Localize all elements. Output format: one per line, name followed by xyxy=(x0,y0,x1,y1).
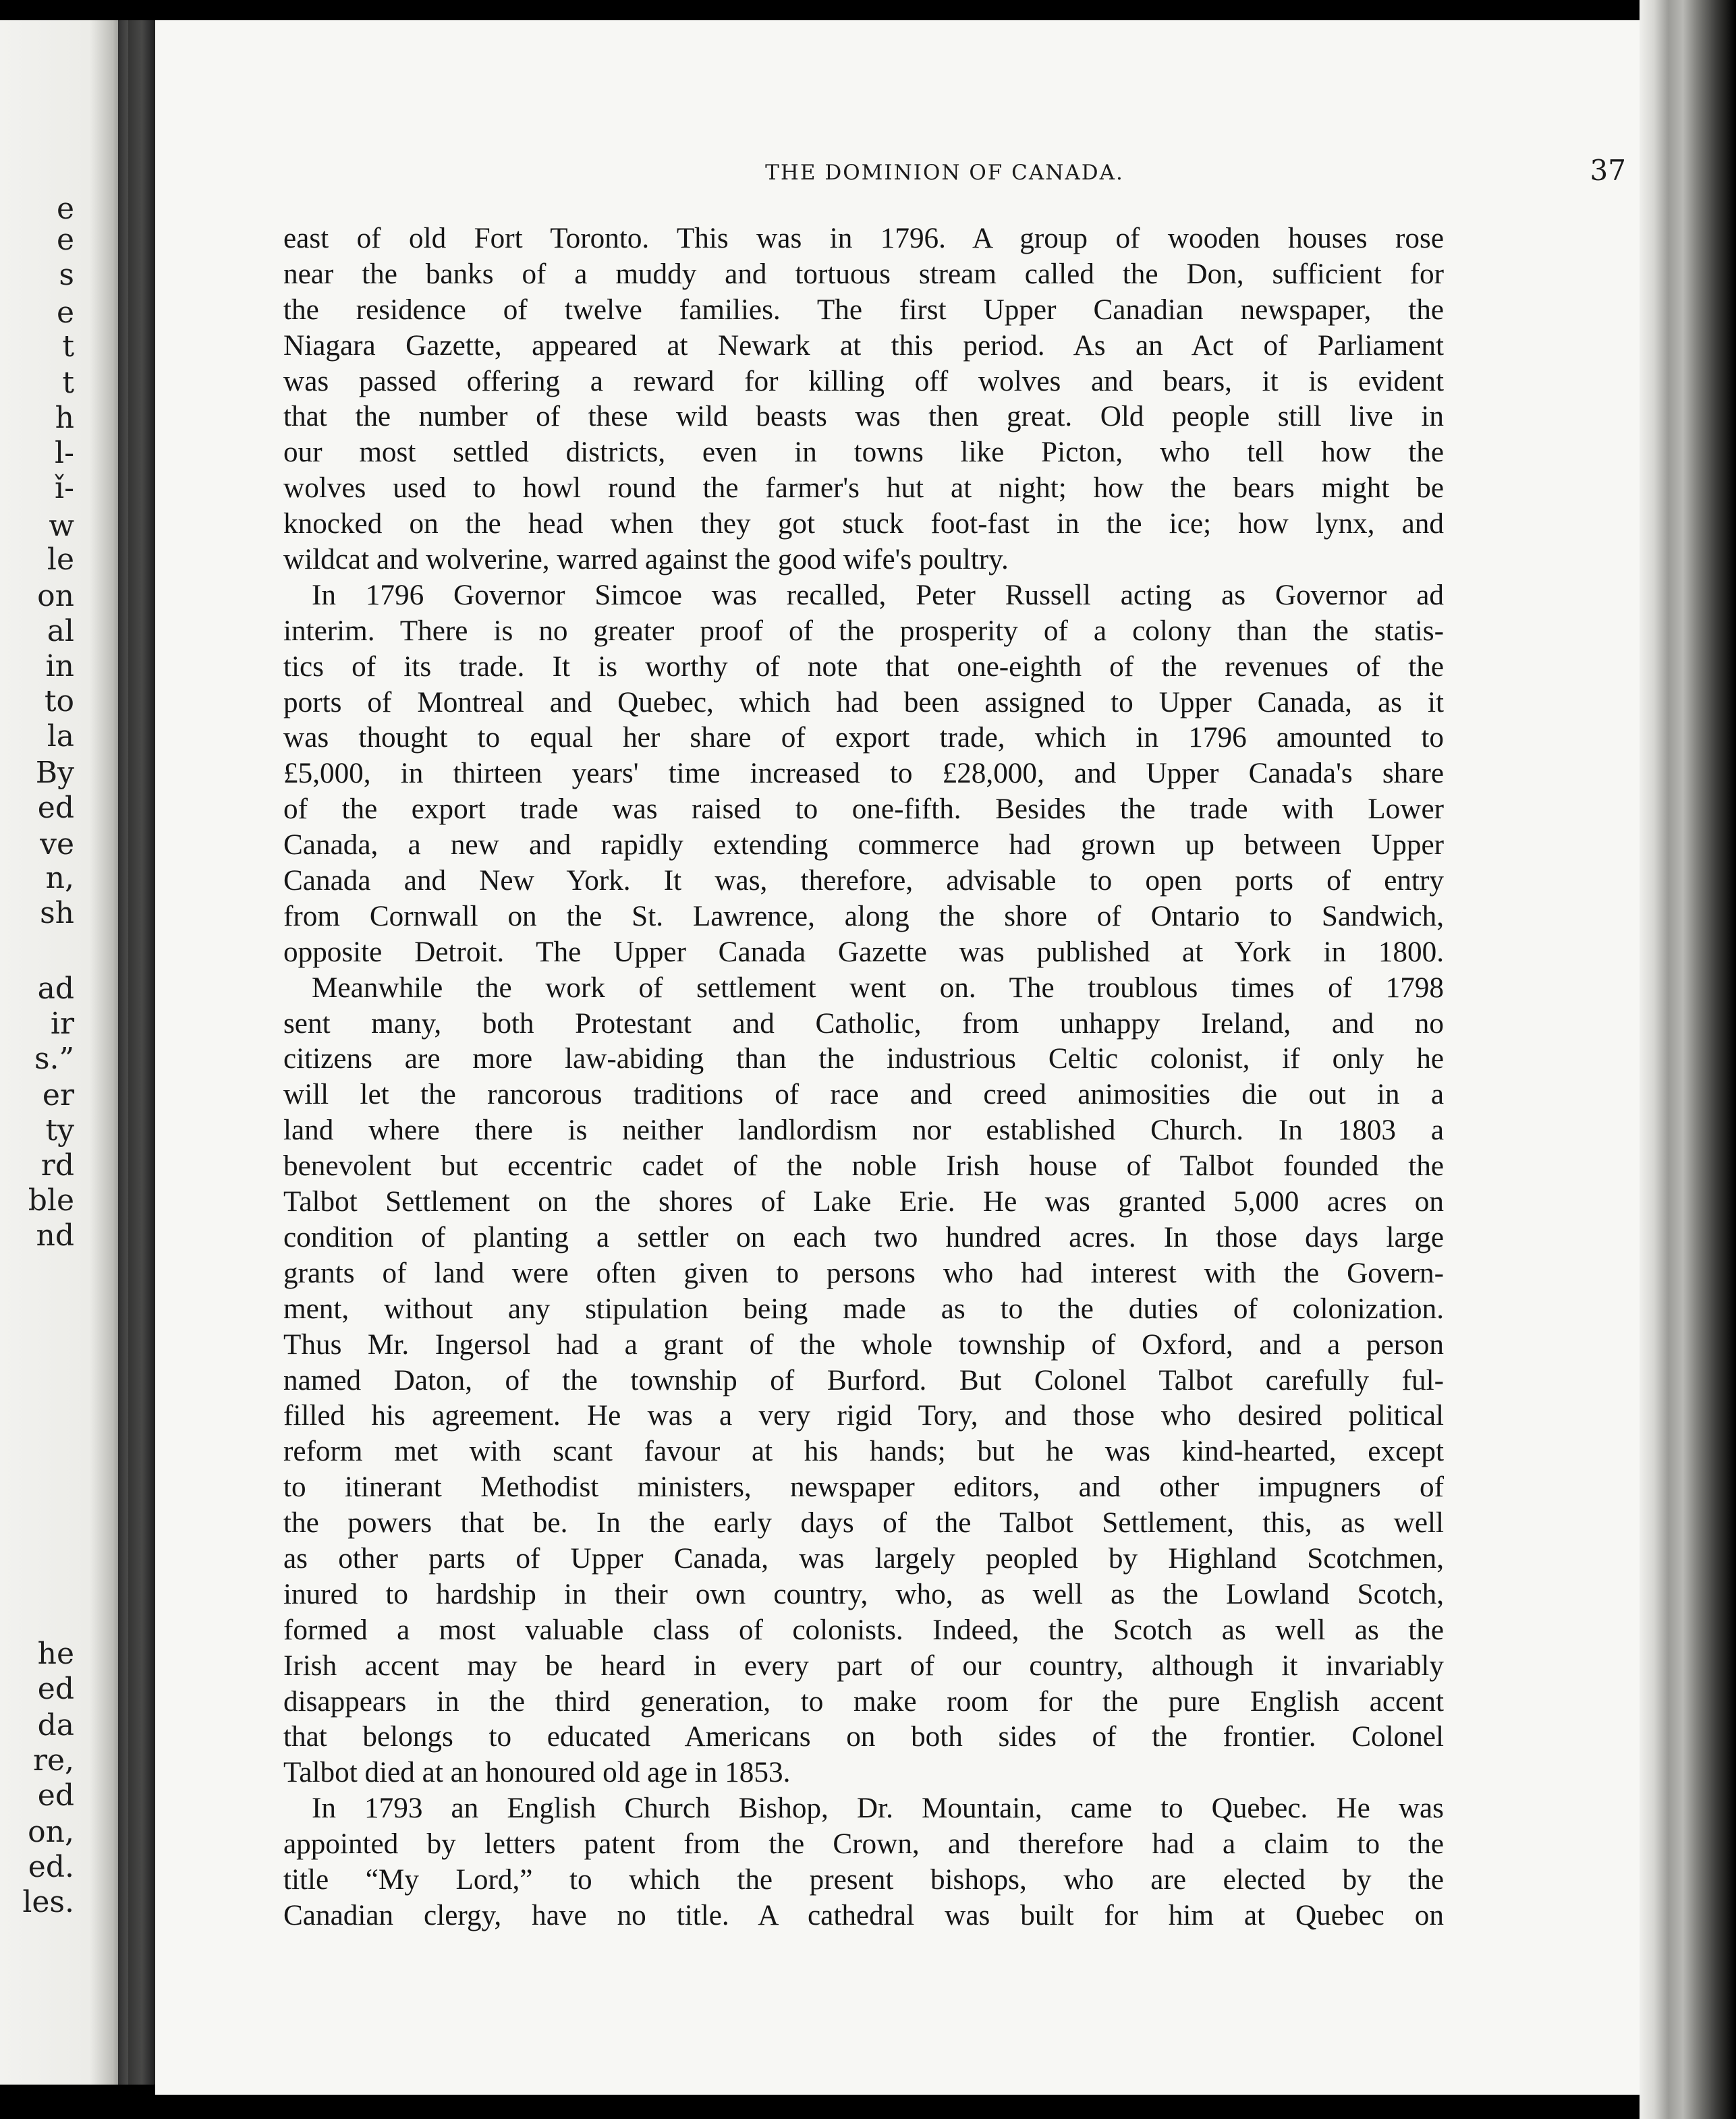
margin-fragment: la xyxy=(47,719,74,754)
margin-fragment: ad xyxy=(37,971,74,1006)
margin-fragment: ed. xyxy=(28,1850,74,1884)
margin-fragment: on xyxy=(37,579,74,613)
text-line: reform met with scant favour at his hands; but he was kind-hearted, except xyxy=(283,1436,1444,1468)
margin-fragment: t xyxy=(62,366,74,400)
body-text xyxy=(283,221,1444,1934)
text-line: will let the rancorous traditions of race and creed animosities die out in a xyxy=(283,1079,1444,1111)
text-line: that belongs to educated Americans on both sides of the frontier. Colonel xyxy=(283,1721,1444,1753)
text-line: as other parts of Upper Canada, was largely peopled by Highland Scotchmen, xyxy=(283,1542,1444,1575)
text-line: knocked on the head when they got stuck foot-fast in the ice; how lynx, and xyxy=(283,508,1444,540)
text-line: Canada and New York. It was, therefore, advisable to open ports of entry xyxy=(283,865,1444,897)
running-header xyxy=(283,140,1626,187)
text-line: of the export trade was raised to one-fifth. Besides the trade with Lower xyxy=(283,793,1444,826)
text-line: wolves used to howl round the farmer's hut at night; how the bears might be xyxy=(283,472,1444,505)
text-line: named Daton, of the township of Burford. But Colonel Talbot carefully ful- xyxy=(283,1364,1444,1396)
page xyxy=(155,20,1646,2095)
margin-fragment: s.” xyxy=(34,1042,74,1076)
text-line: In 1793 an English Church Bishop, Dr. Mountain, came to Quebec. He was xyxy=(312,1792,1444,1825)
margin-fragment: ble xyxy=(28,1183,74,1218)
margin-fragment: al xyxy=(47,614,74,648)
margin-fragment: er xyxy=(42,1078,74,1112)
text-line: condition of planting a settler on each two hundred acres. In those days large xyxy=(283,1221,1444,1253)
text-line: Canada, a new and rapidly extending commerce had grown up between Upper xyxy=(283,829,1444,861)
text-line: was thought to equal her share of export trade, which in 1796 amounted to xyxy=(283,722,1444,754)
text-line: inured to hardship in their own country, who, as well as the Lowland Scotch, xyxy=(283,1578,1444,1610)
text-line: disappears in the third generation, to make room for the pure English accent xyxy=(283,1685,1444,1718)
margin-fragment: nd xyxy=(36,1218,74,1253)
page-edge-shadow xyxy=(1640,0,1736,2119)
margin-fragment: ve xyxy=(40,827,74,861)
text-line: tics of its trade. It is worthy of note that one-eighth of the revenues of the xyxy=(283,650,1444,683)
previous-page-text-fragments xyxy=(0,20,74,2085)
text-line: was passed offering a reward for killing off wolves and bears, it is evident xyxy=(283,365,1444,397)
margin-fragment: ed xyxy=(37,1778,74,1813)
margin-fragment: da xyxy=(37,1708,74,1743)
text-line: title “My Lord,” to which the present bishops, who are elected by the xyxy=(283,1863,1444,1896)
margin-fragment: e xyxy=(56,295,74,330)
running-title: THE DOMINION OF CANADA. xyxy=(765,161,1124,185)
text-line: wildcat and wolverine, warred against the good wife's poultry. xyxy=(283,544,1009,576)
text-line: Talbot died at an honoured old age in 1853. xyxy=(283,1757,791,1789)
margin-fragment: w xyxy=(49,509,74,543)
margin-fragment: rd xyxy=(40,1148,74,1183)
margin-fragment: to xyxy=(44,684,74,718)
text-line: near the banks of a muddy and tortuous stream called the Don, sufficient for xyxy=(283,258,1444,290)
margin-fragment: t xyxy=(62,329,74,364)
text-line: Talbot Settlement on the shores of Lake Erie. He was granted 5,000 acres on xyxy=(283,1186,1444,1218)
text-line: formed a most valuable class of colonists. Indeed, the Scotch as well as the xyxy=(283,1614,1444,1646)
margin-fragment: in xyxy=(45,649,74,683)
margin-fragment: By xyxy=(35,756,74,790)
text-line: interim. There is no greater proof of the prosperity of a colony than the statis- xyxy=(283,615,1444,647)
text-line: In 1796 Governor Simcoe was recalled, Peter Russell acting as Governor ad xyxy=(312,579,1444,611)
text-line: Niagara Gazette, appeared at Newark at this period. As an Act of Parliament xyxy=(283,329,1444,362)
text-line: Meanwhile the work of settlement went on. The troublous times of 1798 xyxy=(312,971,1444,1004)
text-line: Thus Mr. Ingersol had a grant of the whole township of Oxford, and a person xyxy=(283,1328,1444,1361)
text-line: ment, without any stipulation being made as to the duties of colonization. xyxy=(283,1293,1444,1325)
margin-fragment: e xyxy=(56,223,74,257)
text-line: £5,000, in thirteen years' time increased to £28,000, and Upper Canada's share xyxy=(283,758,1444,790)
text-line: opposite Detroit. The Upper Canada Gazette was published at York in 1800. xyxy=(283,936,1444,968)
text-line: benevolent but eccentric cadet of the noble Irish house of Talbot founded the xyxy=(283,1150,1444,1183)
text-line: sent many, both Protestant and Catholic, from unhappy Ireland, and no xyxy=(283,1007,1444,1040)
margin-fragment: h xyxy=(55,401,74,435)
margin-fragment: le xyxy=(47,542,74,577)
text-line: the residence of twelve families. The first Upper Canadian newspaper, the xyxy=(283,293,1444,326)
text-line: east of old Fort Toronto. This was in 1796. A group of wooden houses rose xyxy=(283,223,1444,254)
margin-fragment: re, xyxy=(32,1743,74,1778)
text-line: that the number of these wild beasts was then great. Old people still live in xyxy=(283,401,1444,433)
text-line: Canadian clergy, have no title. A cathedral was built for him at Quebec on xyxy=(283,1899,1444,1931)
margin-fragment: ty xyxy=(45,1113,74,1148)
text-line: appointed by letters patent from the Crown, and therefore had a claim to the xyxy=(283,1828,1444,1861)
margin-fragment: he xyxy=(37,1637,74,1671)
margin-fragment: sh xyxy=(40,896,74,930)
margin-fragment: e xyxy=(56,192,74,226)
text-line: from Cornwall on the St. Lawrence, along the shore of Ontario to Sandwich, xyxy=(283,900,1444,932)
text-line: land where there is neither landlordism nor established Church. In 1803 a xyxy=(283,1114,1444,1147)
page-number: 37 xyxy=(1590,154,1626,187)
margin-fragment: ǐ- xyxy=(55,471,74,505)
text-line: Irish accent may be heard in every part of our country, although it invariably xyxy=(283,1649,1444,1682)
text-line: ports of Montreal and Quebec, which had been assigned to Upper Canada, as it xyxy=(283,686,1444,718)
text-line: our most settled districts, even in towns like Picton, who tell how the xyxy=(283,436,1444,469)
text-line: filled his agreement. He was a very rigid Tory, and those who desired political xyxy=(283,1400,1444,1432)
text-line: grants of land were often given to persons who had interest with the Govern- xyxy=(283,1257,1444,1289)
margin-fragment: ed xyxy=(37,1672,74,1706)
margin-fragment: les. xyxy=(22,1885,74,1919)
margin-fragment: s xyxy=(59,258,74,292)
text-line: to itinerant Methodist ministers, newspaper editors, and other impugners of xyxy=(283,1471,1444,1504)
margin-fragment: l- xyxy=(55,436,74,470)
margin-fragment: ir xyxy=(50,1007,74,1041)
margin-fragment: on, xyxy=(28,1815,74,1849)
text-line: the powers that be. In the early days of the Talbot Settlement, this, as well xyxy=(283,1507,1444,1539)
text-line: citizens are more law-abiding than the industrious Celtic colonist, if only he xyxy=(283,1043,1444,1075)
margin-fragment: n, xyxy=(45,861,74,895)
margin-fragment: ed xyxy=(37,791,74,825)
